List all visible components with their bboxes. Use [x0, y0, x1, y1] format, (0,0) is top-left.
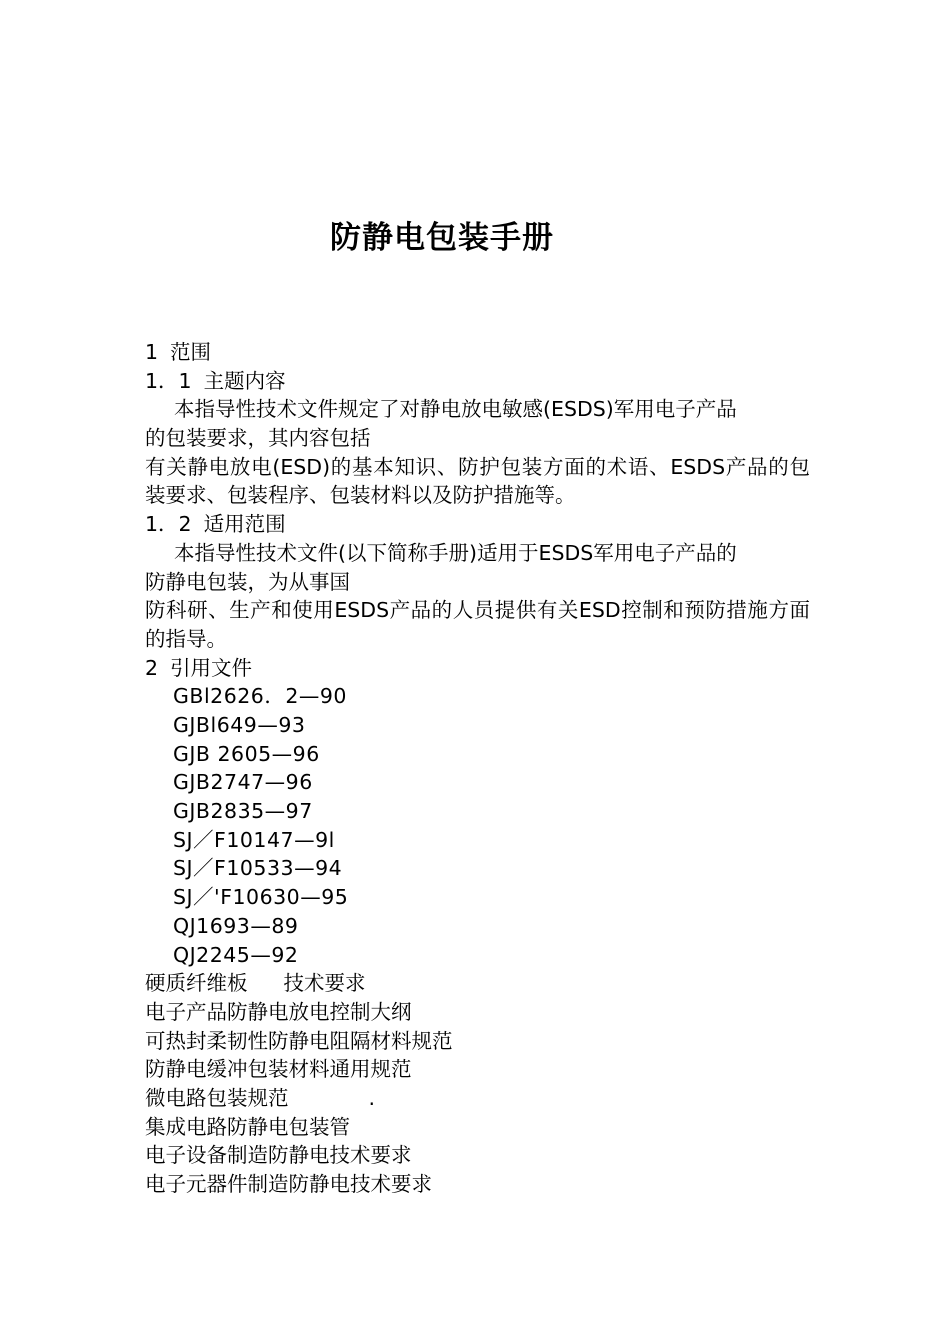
- reference-code: SJ／'F10630—95: [173, 885, 349, 910]
- reference-title: 电子元器件制造防静电技术要求: [145, 1172, 432, 1196]
- section-2-heading: [145, 654, 810, 683]
- paragraph-line: 本指导性技术文件规定了对静电放电敏感(ESDS)军用电子产品: [174, 397, 737, 422]
- document-body: [145, 338, 810, 1199]
- reference-code: GJB 2605—96: [173, 741, 320, 766]
- reference-code: GJB2835—97: [173, 799, 313, 824]
- reference-code: GBl2626．2—90: [173, 684, 347, 709]
- reference-code: SJ／F10147—9l: [173, 827, 335, 852]
- reference-code: GJBl649—93: [173, 713, 306, 737]
- section-title: 引用文件: [170, 655, 253, 680]
- paragraph-line: 的包装要求，其内容包括: [145, 426, 371, 451]
- reference-title-part: 硬质纤维板: [145, 971, 248, 996]
- subsection-number: 1．2: [145, 512, 192, 537]
- reference-title-part: 技术要求: [283, 971, 366, 996]
- reference-title: 可热封柔韧性防静电阻隔材料规范: [145, 1028, 453, 1053]
- section-number: 2: [145, 655, 159, 680]
- reference-code: GJB2747—96: [173, 770, 313, 795]
- subsection-1-1-heading: [145, 367, 810, 396]
- reference-title: [145, 1084, 810, 1113]
- section-1-heading: [145, 338, 810, 367]
- subsection-number: 1．1: [145, 368, 192, 393]
- paragraph: 防科研、生产和使用ESDS产品的人员提供有关ESD控制和预防措施方面的指导。: [145, 598, 810, 651]
- subsection-1-2-heading: [145, 510, 810, 539]
- reference-title: 电子产品防静电放电控制大纲: [145, 999, 412, 1024]
- paragraph-line: 防静电包装，为从事国: [145, 569, 350, 594]
- reference-title-part: 微电路包装规范: [145, 1085, 289, 1110]
- section-title: 范围: [170, 340, 212, 364]
- subsection-title: 适用范围: [203, 512, 286, 537]
- reference-title: 电子设备制造防静电技术要求: [145, 1143, 412, 1168]
- reference-code: QJ1693—89: [173, 913, 299, 938]
- reference-code: QJ2245—92: [173, 942, 299, 967]
- reference-title: 集成电路防静电包装管: [145, 1114, 350, 1139]
- reference-title: 防静电缓冲包装材料通用规范: [145, 1057, 412, 1082]
- subsection-title: 主题内容: [203, 368, 286, 393]
- section-number: 1: [145, 340, 159, 364]
- reference-title: [145, 969, 810, 998]
- reference-code: SJ／F10533—94: [173, 856, 343, 881]
- paragraph-line: 本指导性技术文件(以下简称手册)适用于ESDS军用电子产品的: [174, 540, 737, 565]
- stray-dot: .: [368, 1085, 376, 1110]
- page-title: 防静电包装手册: [330, 220, 554, 256]
- paragraph: 有关静电放电(ESD)的基本知识、防护包装方面的术语、ESDS产品的包装要求、包装程序、包装材料以及防护措施等。: [145, 454, 810, 508]
